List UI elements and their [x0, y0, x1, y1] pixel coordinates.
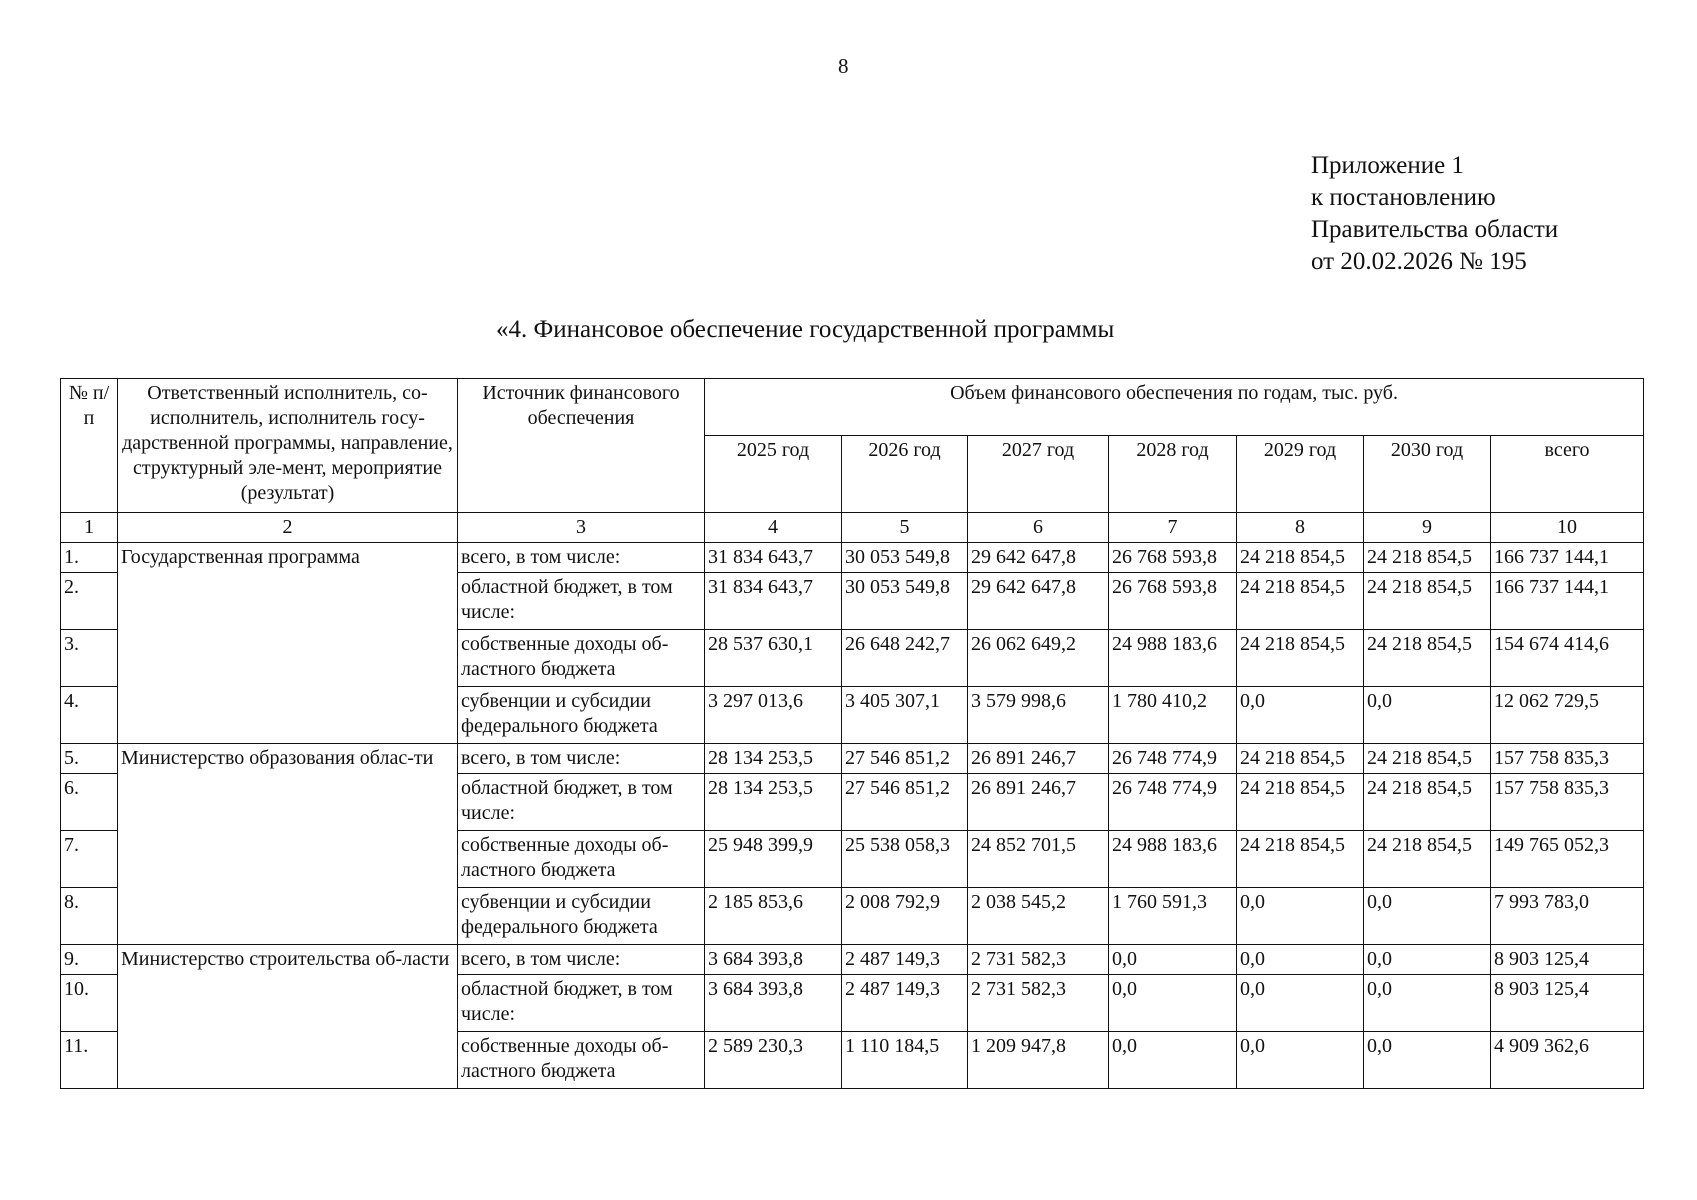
value-cell: 2 008 792,9	[842, 888, 968, 945]
row-number: 2.	[61, 573, 118, 630]
value-cell: 0,0	[1109, 975, 1237, 1032]
header-executor: Ответственный исполнитель, со-исполнитель, исполнитель госу-дарственной программы, направление, структурный эле-мент, мероприятие (результат)	[118, 379, 458, 513]
value-cell: 157 758 835,3	[1491, 774, 1644, 831]
header-volume: Объем финансового обеспечения по годам, тыс. руб.	[705, 379, 1644, 436]
row-number: 11.	[61, 1032, 118, 1089]
source-cell: собственные доходы об-ластного бюджета	[458, 1032, 705, 1089]
source-cell: собственные доходы об-ластного бюджета	[458, 630, 705, 687]
value-cell: 166 737 144,1	[1491, 573, 1644, 630]
row-number: 3.	[61, 630, 118, 687]
column-number-row	[61, 513, 1644, 543]
executor-cell: Государственная программа	[118, 543, 458, 744]
value-cell: 24 218 854,5	[1364, 774, 1491, 831]
value-cell: 0,0	[1109, 1032, 1237, 1089]
value-cell: 1 780 410,2	[1109, 687, 1237, 744]
row-number: 5.	[61, 744, 118, 774]
value-cell: 26 891 246,7	[968, 744, 1109, 774]
section-title: «4. Финансовое обеспечение государственной программы	[496, 316, 1115, 343]
value-cell: 30 053 549,8	[842, 543, 968, 573]
value-cell: 24 218 854,5	[1364, 744, 1491, 774]
value-cell: 26 768 593,8	[1109, 543, 1237, 573]
value-cell: 0,0	[1237, 945, 1364, 975]
column-number: 10	[1491, 513, 1644, 543]
value-cell: 31 834 643,7	[705, 573, 842, 630]
value-cell: 0,0	[1237, 888, 1364, 945]
value-cell: 24 218 854,5	[1364, 543, 1491, 573]
value-cell: 25 538 058,3	[842, 831, 968, 888]
value-cell: 0,0	[1364, 945, 1491, 975]
column-number: 6	[968, 513, 1109, 543]
column-number: 8	[1237, 513, 1364, 543]
executor-cell: Министерство образования облас-ти	[118, 744, 458, 945]
source-cell: областной бюджет, в том числе:	[458, 975, 705, 1032]
row-number: 9.	[61, 945, 118, 975]
header-year-2026: 2026 год	[842, 436, 968, 513]
value-cell: 157 758 835,3	[1491, 744, 1644, 774]
value-cell: 3 579 998,6	[968, 687, 1109, 744]
value-cell: 0,0	[1237, 1032, 1364, 1089]
value-cell: 2 731 582,3	[968, 945, 1109, 975]
value-cell: 0,0	[1237, 975, 1364, 1032]
value-cell: 8 903 125,4	[1491, 975, 1644, 1032]
column-number: 7	[1109, 513, 1237, 543]
value-cell: 2 589 230,3	[705, 1032, 842, 1089]
value-cell: 149 765 052,3	[1491, 831, 1644, 888]
appendix-line-3: Правительства области	[1311, 216, 1559, 243]
value-cell: 24 218 854,5	[1237, 573, 1364, 630]
value-cell: 7 993 783,0	[1491, 888, 1644, 945]
value-cell: 2 487 149,3	[842, 975, 968, 1032]
header-num: № п/п	[61, 379, 118, 513]
value-cell: 24 218 854,5	[1237, 774, 1364, 831]
appendix-line-2: к постановлению	[1311, 184, 1496, 211]
value-cell: 24 988 183,6	[1109, 630, 1237, 687]
table-row	[61, 744, 1644, 774]
header-year-2030: 2030 год	[1364, 436, 1491, 513]
value-cell: 24 218 854,5	[1237, 630, 1364, 687]
column-number: 3	[458, 513, 705, 543]
value-cell: 12 062 729,5	[1491, 687, 1644, 744]
table-body	[61, 543, 1644, 1089]
value-cell: 1 209 947,8	[968, 1032, 1109, 1089]
value-cell: 24 218 854,5	[1364, 630, 1491, 687]
value-cell: 0,0	[1109, 945, 1237, 975]
row-number: 8.	[61, 888, 118, 945]
value-cell: 26 768 593,8	[1109, 573, 1237, 630]
row-number: 4.	[61, 687, 118, 744]
header-total: всего	[1491, 436, 1644, 513]
value-cell: 24 218 854,5	[1237, 831, 1364, 888]
appendix-line-1: Приложение 1	[1311, 152, 1464, 179]
value-cell: 1 110 184,5	[842, 1032, 968, 1089]
header-year-2025: 2025 год	[705, 436, 842, 513]
appendix-block	[1311, 150, 1558, 278]
header-year-2027: 2027 год	[968, 436, 1109, 513]
source-cell: собственные доходы об-ластного бюджета	[458, 831, 705, 888]
value-cell: 0,0	[1237, 687, 1364, 744]
value-cell: 24 218 854,5	[1237, 543, 1364, 573]
table-row	[61, 945, 1644, 975]
value-cell: 3 297 013,6	[705, 687, 842, 744]
value-cell: 154 674 414,6	[1491, 630, 1644, 687]
value-cell: 2 731 582,3	[968, 975, 1109, 1032]
value-cell: 26 891 246,7	[968, 774, 1109, 831]
value-cell: 8 903 125,4	[1491, 945, 1644, 975]
value-cell: 0,0	[1364, 687, 1491, 744]
value-cell: 31 834 643,7	[705, 543, 842, 573]
source-cell: всего, в том числе:	[458, 543, 705, 573]
column-number: 1	[61, 513, 118, 543]
column-number: 4	[705, 513, 842, 543]
source-cell: областной бюджет, в том числе:	[458, 573, 705, 630]
value-cell: 0,0	[1364, 975, 1491, 1032]
value-cell: 26 648 242,7	[842, 630, 968, 687]
value-cell: 27 546 851,2	[842, 744, 968, 774]
column-number: 9	[1364, 513, 1491, 543]
value-cell: 3 684 393,8	[705, 945, 842, 975]
row-number: 7.	[61, 831, 118, 888]
value-cell: 24 218 854,5	[1237, 744, 1364, 774]
value-cell: 27 546 851,2	[842, 774, 968, 831]
executor-cell: Министерство строительства об-ласти	[118, 945, 458, 1089]
value-cell: 0,0	[1364, 1032, 1491, 1089]
value-cell: 0,0	[1364, 888, 1491, 945]
value-cell: 4 909 362,6	[1491, 1032, 1644, 1089]
value-cell: 28 537 630,1	[705, 630, 842, 687]
value-cell: 3 684 393,8	[705, 975, 842, 1032]
value-cell: 26 748 774,9	[1109, 774, 1237, 831]
value-cell: 26 748 774,9	[1109, 744, 1237, 774]
value-cell: 2 185 853,6	[705, 888, 842, 945]
value-cell: 28 134 253,5	[705, 744, 842, 774]
value-cell: 24 988 183,6	[1109, 831, 1237, 888]
value-cell: 30 053 549,8	[842, 573, 968, 630]
value-cell: 3 405 307,1	[842, 687, 968, 744]
value-cell: 24 218 854,5	[1364, 831, 1491, 888]
row-number: 6.	[61, 774, 118, 831]
page-number: 8	[838, 54, 849, 78]
row-number: 1.	[61, 543, 118, 573]
source-cell: областной бюджет, в том числе:	[458, 774, 705, 831]
table-row	[61, 543, 1644, 573]
column-number: 5	[842, 513, 968, 543]
value-cell: 25 948 399,9	[705, 831, 842, 888]
header-year-2028: 2028 год	[1109, 436, 1237, 513]
value-cell: 29 642 647,8	[968, 573, 1109, 630]
source-cell: всего, в том числе:	[458, 945, 705, 975]
row-number: 10.	[61, 975, 118, 1032]
value-cell: 29 642 647,8	[968, 543, 1109, 573]
source-cell: субвенции и субсидии федерального бюджета	[458, 888, 705, 945]
source-cell: всего, в том числе:	[458, 744, 705, 774]
value-cell: 1 760 591,3	[1109, 888, 1237, 945]
appendix-line-4: от 20.02.2026 № 195	[1311, 248, 1527, 275]
value-cell: 166 737 144,1	[1491, 543, 1644, 573]
value-cell: 24 852 701,5	[968, 831, 1109, 888]
column-number: 2	[118, 513, 458, 543]
source-cell: субвенции и субсидии федерального бюджета	[458, 687, 705, 744]
value-cell: 26 062 649,2	[968, 630, 1109, 687]
value-cell: 2 038 545,2	[968, 888, 1109, 945]
header-source: Источник финансового обеспечения	[458, 379, 705, 513]
header-year-2029: 2029 год	[1237, 436, 1364, 513]
value-cell: 2 487 149,3	[842, 945, 968, 975]
value-cell: 24 218 854,5	[1364, 573, 1491, 630]
value-cell: 28 134 253,5	[705, 774, 842, 831]
financing-table	[60, 378, 1644, 1089]
